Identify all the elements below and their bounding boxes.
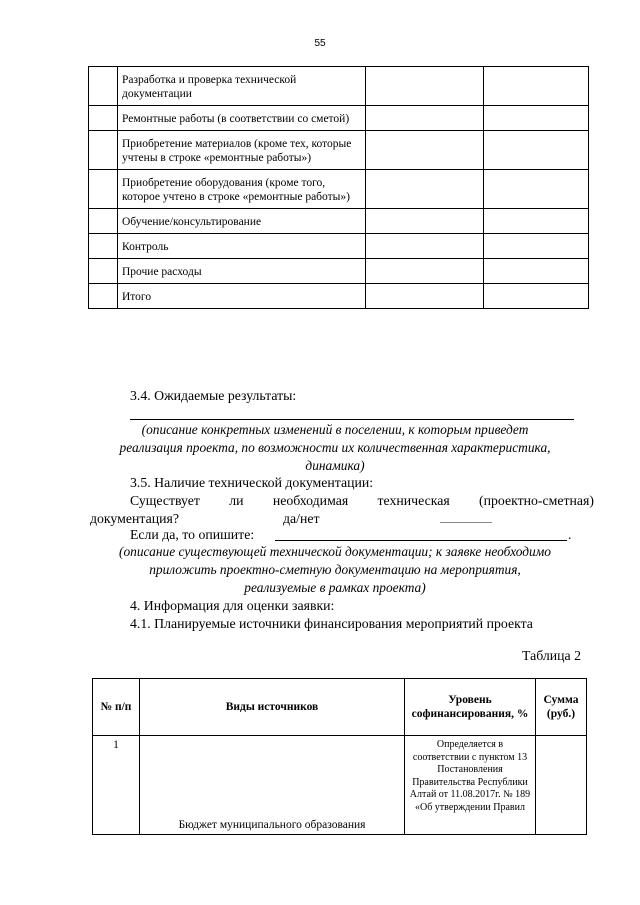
row-number: 1	[93, 736, 140, 835]
cost-value-cell[interactable]	[366, 170, 484, 209]
cost-value-cell[interactable]	[484, 106, 589, 131]
column-header: Сумма (руб.)	[536, 679, 587, 736]
cost-value-cell[interactable]	[484, 209, 589, 234]
cost-value-cell[interactable]	[366, 209, 484, 234]
cost-value-cell[interactable]	[366, 284, 484, 309]
cost-item-label: Обучение/консультирование	[118, 209, 366, 234]
cost-item-label: Итого	[118, 284, 366, 309]
column-header: Уровень софинансирования, %	[405, 679, 536, 736]
cost-value-cell[interactable]	[484, 131, 589, 170]
section-heading: 3.4. Ожидаемые результаты:	[130, 388, 297, 403]
cost-table	[88, 66, 589, 309]
cost-item-label: Контроль	[118, 234, 366, 259]
cost-value-cell[interactable]	[484, 170, 589, 209]
field-end: .	[568, 527, 572, 542]
question-line: Существует ли необходимая техническая (проектно-сметная)	[130, 493, 594, 508]
field-hint: приложить проектно-сметную документацию на мероприятия,	[149, 562, 521, 577]
answer-line[interactable]	[130, 419, 574, 420]
table-header-row	[93, 679, 587, 736]
field-hint: (описание существующей технической документации; к заявке необходимо	[119, 544, 551, 559]
sum-cell[interactable]	[536, 736, 587, 835]
cost-item-label: Разработка и проверка технической документации	[118, 67, 366, 106]
table-row	[89, 106, 589, 131]
column-header: № п/п	[93, 679, 140, 736]
cost-value-cell[interactable]	[484, 284, 589, 309]
source-name: Бюджет муниципального образования	[140, 736, 405, 835]
section-heading: 3.5. Наличие технической документации:	[130, 475, 374, 490]
field-hint: реализуемые в рамках проекта)	[244, 580, 426, 595]
cost-value-cell[interactable]	[484, 259, 589, 284]
table-row	[89, 284, 589, 309]
field-hint: реализация проекта, по возможности их количественная характеристика,	[119, 440, 551, 455]
cost-value-cell[interactable]	[484, 67, 589, 106]
table-row	[89, 259, 589, 284]
table-row	[93, 736, 587, 835]
table-row	[89, 67, 589, 106]
section-heading: 4. Информация для оценки заявки:	[130, 598, 335, 613]
field-hint: (описание конкретных изменений в поселении, к которым приведет	[141, 422, 529, 437]
answer-line[interactable]	[440, 522, 492, 523]
cost-value-cell[interactable]	[366, 106, 484, 131]
field-hint: динамика)	[305, 458, 365, 473]
column-header: Виды источников	[140, 679, 405, 736]
cost-item-label: Прочие расходы	[118, 259, 366, 284]
section-subheading: 4.1. Планируемые источники финансирования мероприятий проекта	[130, 616, 533, 631]
table-row	[89, 234, 589, 259]
table-caption: Таблица 2	[522, 648, 582, 663]
cost-value-cell[interactable]	[366, 67, 484, 106]
table-row	[89, 170, 589, 209]
answer-options: да/нет	[283, 511, 320, 526]
table-row	[89, 131, 589, 170]
cost-item-label: Приобретение оборудования (кроме того, которое учтено в строке «ремонтные работы»)	[118, 170, 366, 209]
table-row	[89, 209, 589, 234]
financing-table	[92, 678, 587, 835]
cost-value-cell[interactable]	[484, 234, 589, 259]
answer-line[interactable]	[275, 540, 567, 541]
cofinancing-level: Определяется в соответствии с пунктом 13 Постановления Правительства Республики Алтай от 11.08.2017г. № 189 «Об утверждении Правил	[405, 736, 536, 835]
question-line: документация?	[90, 511, 179, 526]
cost-item-label: Приобретение материалов (кроме тех, которые учтены в строке «ремонтные работы»)	[118, 131, 366, 170]
page-number: 55	[314, 38, 326, 49]
cost-value-cell[interactable]	[366, 259, 484, 284]
cost-item-label: Ремонтные работы (в соответствии со сметой)	[118, 106, 366, 131]
cost-value-cell[interactable]	[366, 131, 484, 170]
field-label: Если да, то опишите:	[130, 527, 255, 542]
cost-value-cell[interactable]	[366, 234, 484, 259]
